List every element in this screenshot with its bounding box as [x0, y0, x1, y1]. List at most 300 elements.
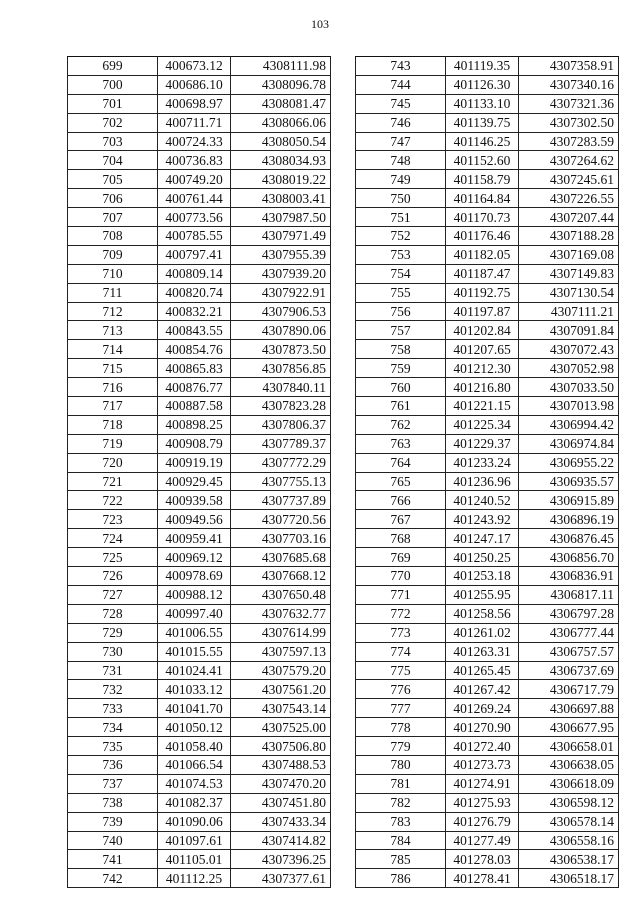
- point-number-cell: 767: [356, 510, 446, 529]
- table-row: [356, 699, 619, 718]
- table-row: [68, 529, 331, 548]
- table-row: [68, 227, 331, 246]
- table-row: [356, 340, 619, 359]
- point-number-cell: 745: [356, 94, 446, 113]
- y-coordinate-cell: 4306817.11: [519, 585, 619, 604]
- point-number-cell: 718: [68, 415, 158, 434]
- table-row: [68, 245, 331, 264]
- table-row: [356, 245, 619, 264]
- x-coordinate-cell: 400820.74: [158, 283, 231, 302]
- y-coordinate-cell: 4306935.57: [519, 472, 619, 491]
- point-number-cell: 744: [356, 75, 446, 94]
- point-number-cell: 753: [356, 245, 446, 264]
- point-number-cell: 728: [68, 604, 158, 623]
- point-number-cell: 712: [68, 302, 158, 321]
- table-body: [68, 57, 331, 888]
- point-number-cell: 722: [68, 491, 158, 510]
- x-coordinate-cell: 401139.75: [446, 113, 519, 132]
- point-number-cell: 740: [68, 831, 158, 850]
- point-number-cell: 764: [356, 453, 446, 472]
- table-row: [356, 434, 619, 453]
- y-coordinate-cell: 4307650.48: [231, 585, 331, 604]
- x-coordinate-cell: 400939.58: [158, 491, 231, 510]
- table-row: [68, 510, 331, 529]
- point-number-cell: 774: [356, 642, 446, 661]
- point-number-cell: 771: [356, 585, 446, 604]
- y-coordinate-cell: 4307789.37: [231, 434, 331, 453]
- y-coordinate-cell: 4306955.22: [519, 453, 619, 472]
- table-row: [68, 264, 331, 283]
- y-coordinate-cell: 4307939.20: [231, 264, 331, 283]
- page-number: 103: [311, 17, 329, 31]
- point-number-cell: 760: [356, 378, 446, 397]
- y-coordinate-cell: 4307543.14: [231, 699, 331, 718]
- x-coordinate-cell: 401240.52: [446, 491, 519, 510]
- x-coordinate-cell: 401212.30: [446, 359, 519, 378]
- y-coordinate-cell: 4307188.28: [519, 227, 619, 246]
- y-coordinate-cell: 4307396.25: [231, 850, 331, 869]
- y-coordinate-cell: 4307906.53: [231, 302, 331, 321]
- point-number-cell: 729: [68, 623, 158, 642]
- y-coordinate-cell: 4306797.28: [519, 604, 619, 623]
- table-row: [68, 793, 331, 812]
- point-number-cell: 755: [356, 283, 446, 302]
- table-row: [356, 491, 619, 510]
- point-number-cell: 709: [68, 245, 158, 264]
- point-number-cell: 705: [68, 170, 158, 189]
- point-number-cell: 775: [356, 661, 446, 680]
- x-coordinate-cell: 401258.56: [446, 604, 519, 623]
- point-number-cell: 701: [68, 94, 158, 113]
- x-coordinate-cell: 400711.71: [158, 113, 231, 132]
- table-row: [356, 793, 619, 812]
- x-coordinate-cell: 401158.79: [446, 170, 519, 189]
- x-coordinate-cell: 401112.25: [158, 869, 231, 888]
- y-coordinate-cell: 4306697.88: [519, 699, 619, 718]
- y-coordinate-cell: 4307245.61: [519, 170, 619, 189]
- table-row: [68, 623, 331, 642]
- table-row: [356, 623, 619, 642]
- y-coordinate-cell: 4307358.91: [519, 57, 619, 76]
- y-coordinate-cell: 4307149.83: [519, 264, 619, 283]
- point-number-cell: 734: [68, 718, 158, 737]
- table-row: [68, 869, 331, 888]
- point-number-cell: 776: [356, 680, 446, 699]
- x-coordinate-cell: 400761.44: [158, 189, 231, 208]
- x-coordinate-cell: 400929.45: [158, 472, 231, 491]
- x-coordinate-cell: 401033.12: [158, 680, 231, 699]
- x-coordinate-cell: 401164.84: [446, 189, 519, 208]
- point-number-cell: 735: [68, 737, 158, 756]
- y-coordinate-cell: 4306578.14: [519, 812, 619, 831]
- table-row: [356, 453, 619, 472]
- y-coordinate-cell: 4306974.84: [519, 434, 619, 453]
- table-row: [68, 642, 331, 661]
- point-number-cell: 762: [356, 415, 446, 434]
- y-coordinate-cell: 4307632.77: [231, 604, 331, 623]
- x-coordinate-cell: 401207.65: [446, 340, 519, 359]
- point-number-cell: 732: [68, 680, 158, 699]
- x-coordinate-cell: 400785.55: [158, 227, 231, 246]
- y-coordinate-cell: 4308034.93: [231, 151, 331, 170]
- y-coordinate-cell: 4307414.82: [231, 831, 331, 850]
- y-coordinate-cell: 4307579.20: [231, 661, 331, 680]
- point-number-cell: 749: [356, 170, 446, 189]
- point-number-cell: 781: [356, 774, 446, 793]
- table-row: [356, 642, 619, 661]
- x-coordinate-cell: 400724.33: [158, 132, 231, 151]
- x-coordinate-cell: 400854.76: [158, 340, 231, 359]
- point-number-cell: 737: [68, 774, 158, 793]
- x-coordinate-cell: 401119.35: [446, 57, 519, 76]
- x-coordinate-cell: 400959.41: [158, 529, 231, 548]
- point-number-cell: 700: [68, 75, 158, 94]
- table-row: [68, 699, 331, 718]
- x-coordinate-cell: 400809.14: [158, 264, 231, 283]
- y-coordinate-cell: 4307755.13: [231, 472, 331, 491]
- table-row: [356, 567, 619, 586]
- point-number-cell: 779: [356, 737, 446, 756]
- table-row: [68, 57, 331, 76]
- point-number-cell: 720: [68, 453, 158, 472]
- point-number-cell: 782: [356, 793, 446, 812]
- x-coordinate-cell: 401243.92: [446, 510, 519, 529]
- table-body: [356, 57, 619, 888]
- point-number-cell: 768: [356, 529, 446, 548]
- table-row: [68, 151, 331, 170]
- point-number-cell: 716: [68, 378, 158, 397]
- point-number-cell: 772: [356, 604, 446, 623]
- point-number-cell: 726: [68, 567, 158, 586]
- y-coordinate-cell: 4306994.42: [519, 415, 619, 434]
- y-coordinate-cell: 4307091.84: [519, 321, 619, 340]
- table-row: [356, 151, 619, 170]
- table-row: [356, 189, 619, 208]
- x-coordinate-cell: 401276.79: [446, 812, 519, 831]
- x-coordinate-cell: 400969.12: [158, 548, 231, 567]
- x-coordinate-cell: 401250.25: [446, 548, 519, 567]
- y-coordinate-cell: 4308003.41: [231, 189, 331, 208]
- table-row: [356, 661, 619, 680]
- point-number-cell: 783: [356, 812, 446, 831]
- y-coordinate-cell: 4306737.69: [519, 661, 619, 680]
- y-coordinate-cell: 4307451.80: [231, 793, 331, 812]
- x-coordinate-cell: 401170.73: [446, 208, 519, 227]
- x-coordinate-cell: 400978.69: [158, 567, 231, 586]
- y-coordinate-cell: 4307226.55: [519, 189, 619, 208]
- table-row: [68, 208, 331, 227]
- table-row: [356, 397, 619, 416]
- x-coordinate-cell: 401197.87: [446, 302, 519, 321]
- point-number-cell: 773: [356, 623, 446, 642]
- x-coordinate-cell: 400736.83: [158, 151, 231, 170]
- x-coordinate-cell: 401050.12: [158, 718, 231, 737]
- table-row: [68, 189, 331, 208]
- y-coordinate-cell: 4307506.80: [231, 737, 331, 756]
- x-coordinate-cell: 400876.77: [158, 378, 231, 397]
- x-coordinate-cell: 401176.46: [446, 227, 519, 246]
- y-coordinate-cell: 4308019.22: [231, 170, 331, 189]
- x-coordinate-cell: 400865.83: [158, 359, 231, 378]
- x-coordinate-cell: 400997.40: [158, 604, 231, 623]
- table-row: [68, 415, 331, 434]
- point-number-cell: 717: [68, 397, 158, 416]
- point-number-cell: 708: [68, 227, 158, 246]
- table-row: [68, 359, 331, 378]
- x-coordinate-cell: 401225.34: [446, 415, 519, 434]
- point-number-cell: 742: [68, 869, 158, 888]
- y-coordinate-cell: 4307597.13: [231, 642, 331, 661]
- table-row: [68, 661, 331, 680]
- x-coordinate-cell: 400887.58: [158, 397, 231, 416]
- y-coordinate-cell: 4307806.37: [231, 415, 331, 434]
- x-coordinate-cell: 401278.41: [446, 869, 519, 888]
- table-row: [68, 831, 331, 850]
- table-row: [68, 737, 331, 756]
- x-coordinate-cell: 401265.45: [446, 661, 519, 680]
- point-number-cell: 723: [68, 510, 158, 529]
- table-row: [68, 774, 331, 793]
- table-row: [68, 548, 331, 567]
- table-row: [356, 283, 619, 302]
- table-row: [68, 302, 331, 321]
- y-coordinate-cell: 4307340.16: [519, 75, 619, 94]
- point-number-cell: 736: [68, 755, 158, 774]
- table-row: [68, 397, 331, 416]
- x-coordinate-cell: 401058.40: [158, 737, 231, 756]
- y-coordinate-cell: 4307685.68: [231, 548, 331, 567]
- x-coordinate-cell: 401277.49: [446, 831, 519, 850]
- y-coordinate-cell: 4307013.98: [519, 397, 619, 416]
- y-coordinate-cell: 4307488.53: [231, 755, 331, 774]
- point-number-cell: 710: [68, 264, 158, 283]
- x-coordinate-cell: 401015.55: [158, 642, 231, 661]
- table-row: [356, 812, 619, 831]
- table-row: [68, 755, 331, 774]
- y-coordinate-cell: 4306856.70: [519, 548, 619, 567]
- point-number-cell: 780: [356, 755, 446, 774]
- table-row: [68, 283, 331, 302]
- y-coordinate-cell: 4307377.61: [231, 869, 331, 888]
- y-coordinate-cell: 4307737.89: [231, 491, 331, 510]
- x-coordinate-cell: 401146.25: [446, 132, 519, 151]
- y-coordinate-cell: 4307052.98: [519, 359, 619, 378]
- point-number-cell: 786: [356, 869, 446, 888]
- y-coordinate-cell: 4306518.17: [519, 869, 619, 888]
- x-coordinate-cell: 401236.96: [446, 472, 519, 491]
- x-coordinate-cell: 400749.20: [158, 170, 231, 189]
- table-row: [356, 94, 619, 113]
- y-coordinate-cell: 4306598.12: [519, 793, 619, 812]
- y-coordinate-cell: 4307668.12: [231, 567, 331, 586]
- x-coordinate-cell: 400698.97: [158, 94, 231, 113]
- x-coordinate-cell: 401229.37: [446, 434, 519, 453]
- table-row: [356, 227, 619, 246]
- y-coordinate-cell: 4307873.50: [231, 340, 331, 359]
- point-number-cell: 747: [356, 132, 446, 151]
- x-coordinate-cell: 400832.21: [158, 302, 231, 321]
- point-number-cell: 778: [356, 718, 446, 737]
- table-row: [356, 57, 619, 76]
- y-coordinate-cell: 4308050.54: [231, 132, 331, 151]
- x-coordinate-cell: 401187.47: [446, 264, 519, 283]
- point-number-cell: 721: [68, 472, 158, 491]
- table-row: [68, 604, 331, 623]
- y-coordinate-cell: 4306638.05: [519, 755, 619, 774]
- table-row: [68, 75, 331, 94]
- y-coordinate-cell: 4307072.43: [519, 340, 619, 359]
- table-row: [356, 472, 619, 491]
- table-row: [356, 264, 619, 283]
- x-coordinate-cell: 400686.10: [158, 75, 231, 94]
- point-number-cell: 759: [356, 359, 446, 378]
- point-number-cell: 750: [356, 189, 446, 208]
- table-row: [68, 567, 331, 586]
- y-coordinate-cell: 4307130.54: [519, 283, 619, 302]
- x-coordinate-cell: 400919.19: [158, 453, 231, 472]
- x-coordinate-cell: 401275.93: [446, 793, 519, 812]
- x-coordinate-cell: 401133.10: [446, 94, 519, 113]
- x-coordinate-cell: 401274.91: [446, 774, 519, 793]
- y-coordinate-cell: 4307264.62: [519, 151, 619, 170]
- x-coordinate-cell: 401066.54: [158, 755, 231, 774]
- table-row: [68, 585, 331, 604]
- x-coordinate-cell: 400949.56: [158, 510, 231, 529]
- x-coordinate-cell: 401152.60: [446, 151, 519, 170]
- y-coordinate-cell: 4306558.16: [519, 831, 619, 850]
- x-coordinate-cell: 401261.02: [446, 623, 519, 642]
- x-coordinate-cell: 401269.24: [446, 699, 519, 718]
- y-coordinate-cell: 4306658.01: [519, 737, 619, 756]
- point-number-cell: 765: [356, 472, 446, 491]
- x-coordinate-cell: 401041.70: [158, 699, 231, 718]
- table-row: [356, 510, 619, 529]
- table-row: [356, 170, 619, 189]
- y-coordinate-cell: 4307614.99: [231, 623, 331, 642]
- point-number-cell: 754: [356, 264, 446, 283]
- table-row: [68, 850, 331, 869]
- point-number-cell: 741: [68, 850, 158, 869]
- point-number-cell: 746: [356, 113, 446, 132]
- x-coordinate-cell: 401097.61: [158, 831, 231, 850]
- y-coordinate-cell: 4308081.47: [231, 94, 331, 113]
- x-coordinate-cell: 400797.41: [158, 245, 231, 264]
- point-number-cell: 704: [68, 151, 158, 170]
- x-coordinate-cell: 401024.41: [158, 661, 231, 680]
- table-row: [68, 718, 331, 737]
- x-coordinate-cell: 400908.79: [158, 434, 231, 453]
- y-coordinate-cell: 4307470.20: [231, 774, 331, 793]
- y-coordinate-cell: 4308111.98: [231, 57, 331, 76]
- point-number-cell: 711: [68, 283, 158, 302]
- x-coordinate-cell: 401182.05: [446, 245, 519, 264]
- point-number-cell: 784: [356, 831, 446, 850]
- x-coordinate-cell: 401273.73: [446, 755, 519, 774]
- point-number-cell: 777: [356, 699, 446, 718]
- x-coordinate-cell: 400898.25: [158, 415, 231, 434]
- table-row: [356, 718, 619, 737]
- point-number-cell: 748: [356, 151, 446, 170]
- table-row: [68, 113, 331, 132]
- x-coordinate-cell: 401278.03: [446, 850, 519, 869]
- y-coordinate-cell: 4307207.44: [519, 208, 619, 227]
- point-number-cell: 724: [68, 529, 158, 548]
- point-number-cell: 756: [356, 302, 446, 321]
- y-coordinate-cell: 4307169.08: [519, 245, 619, 264]
- y-coordinate-cell: 4307856.85: [231, 359, 331, 378]
- y-coordinate-cell: 4307823.28: [231, 397, 331, 416]
- x-coordinate-cell: 401006.55: [158, 623, 231, 642]
- y-coordinate-cell: 4306836.91: [519, 567, 619, 586]
- y-coordinate-cell: 4306876.45: [519, 529, 619, 548]
- point-number-cell: 715: [68, 359, 158, 378]
- y-coordinate-cell: 4307840.11: [231, 378, 331, 397]
- table-row: [356, 208, 619, 227]
- x-coordinate-cell: 400843.55: [158, 321, 231, 340]
- coordinates-table-left: [67, 56, 331, 888]
- x-coordinate-cell: 400988.12: [158, 585, 231, 604]
- y-coordinate-cell: 4306896.19: [519, 510, 619, 529]
- point-number-cell: 751: [356, 208, 446, 227]
- point-number-cell: 714: [68, 340, 158, 359]
- y-coordinate-cell: 4307971.49: [231, 227, 331, 246]
- table-row: [68, 472, 331, 491]
- x-coordinate-cell: 400673.12: [158, 57, 231, 76]
- y-coordinate-cell: 4307033.50: [519, 378, 619, 397]
- x-coordinate-cell: 401253.18: [446, 567, 519, 586]
- x-coordinate-cell: 401126.30: [446, 75, 519, 94]
- y-coordinate-cell: 4306717.79: [519, 680, 619, 699]
- table-row: [68, 132, 331, 151]
- point-number-cell: 770: [356, 567, 446, 586]
- x-coordinate-cell: 401082.37: [158, 793, 231, 812]
- table-row: [356, 321, 619, 340]
- point-number-cell: 733: [68, 699, 158, 718]
- point-number-cell: 702: [68, 113, 158, 132]
- x-coordinate-cell: 401267.42: [446, 680, 519, 699]
- y-coordinate-cell: 4307111.21: [519, 302, 619, 321]
- table-row: [68, 680, 331, 699]
- y-coordinate-cell: 4306618.09: [519, 774, 619, 793]
- point-number-cell: 763: [356, 434, 446, 453]
- point-number-cell: 707: [68, 208, 158, 227]
- y-coordinate-cell: 4307283.59: [519, 132, 619, 151]
- point-number-cell: 758: [356, 340, 446, 359]
- table-row: [356, 774, 619, 793]
- y-coordinate-cell: 4307720.56: [231, 510, 331, 529]
- x-coordinate-cell: 401270.90: [446, 718, 519, 737]
- point-number-cell: 730: [68, 642, 158, 661]
- point-number-cell: 725: [68, 548, 158, 567]
- point-number-cell: 769: [356, 548, 446, 567]
- table-row: [68, 170, 331, 189]
- y-coordinate-cell: 4307772.29: [231, 453, 331, 472]
- x-coordinate-cell: 401090.06: [158, 812, 231, 831]
- y-coordinate-cell: 4307922.91: [231, 283, 331, 302]
- y-coordinate-cell: 4308096.78: [231, 75, 331, 94]
- point-number-cell: 757: [356, 321, 446, 340]
- table-row: [68, 378, 331, 397]
- y-coordinate-cell: 4307525.00: [231, 718, 331, 737]
- table-row: [356, 755, 619, 774]
- x-coordinate-cell: 401105.01: [158, 850, 231, 869]
- x-coordinate-cell: 401247.17: [446, 529, 519, 548]
- x-coordinate-cell: 401221.15: [446, 397, 519, 416]
- table-row: [68, 340, 331, 359]
- x-coordinate-cell: 401272.40: [446, 737, 519, 756]
- x-coordinate-cell: 401074.53: [158, 774, 231, 793]
- table-row: [356, 75, 619, 94]
